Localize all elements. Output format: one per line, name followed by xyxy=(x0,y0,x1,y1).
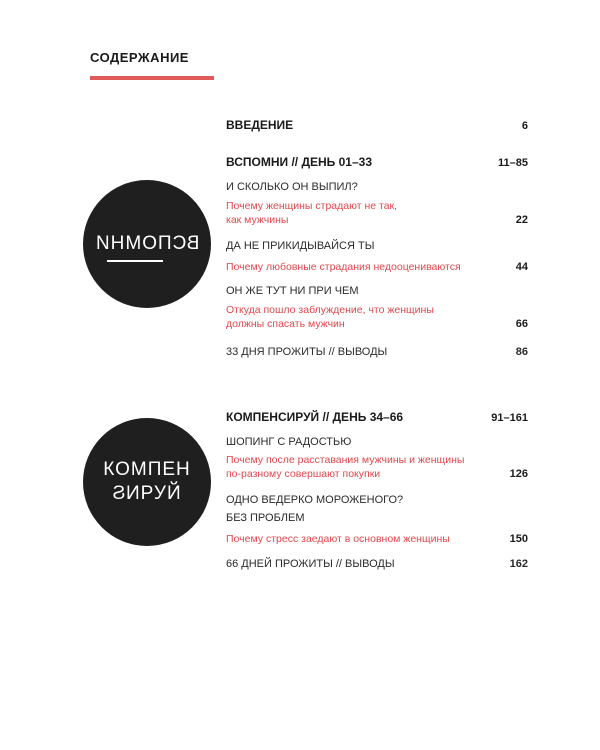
toc-item-title[interactable]: ШОПИНГ С РАДОСТЬЮ xyxy=(226,436,352,448)
toc-section2-summary[interactable] xyxy=(226,558,528,570)
toc-item-subtitle[interactable] xyxy=(226,453,528,481)
section2-summary-page: 162 xyxy=(509,558,528,570)
section2-summary-label: 66 ДНЕЙ ПРОЖИТЫ // ВЫВОДЫ xyxy=(226,558,395,570)
toc-item-page: 44 xyxy=(515,261,528,273)
section2-page-range: 91–161 xyxy=(491,412,528,424)
toc-item-subtitle-line: Почему любовные страдания недооцениваются xyxy=(226,261,461,273)
toc-section1-summary[interactable] xyxy=(226,346,528,358)
toc-item-page: 22 xyxy=(515,214,528,226)
toc-item-title[interactable] xyxy=(226,494,528,524)
toc-item-page: 150 xyxy=(509,533,528,545)
toc-item-page: 66 xyxy=(515,318,528,330)
toc-intro-page: 6 xyxy=(521,120,528,132)
section2-circle-badge xyxy=(83,418,211,546)
toc-item-subtitle[interactable] xyxy=(226,303,528,331)
section1-circle-underline xyxy=(107,260,163,262)
toc-item-subtitle[interactable] xyxy=(226,199,528,227)
toc-section1-heading[interactable] xyxy=(226,155,528,169)
section1-heading-label: ВСПОМНИ // ДЕНЬ 01–33 xyxy=(226,155,373,169)
section2-circle-text xyxy=(103,458,191,506)
toc-item-title-line: БЕЗ ПРОБЛЕМ xyxy=(226,512,305,524)
toc-item-title[interactable]: ДА НЕ ПРИКИДЫВАЙСЯ ТЫ xyxy=(226,240,375,252)
section1-summary-label: 33 ДНЯ ПРОЖИТЫ // ВЫВОДЫ xyxy=(226,346,388,358)
toc-item-subtitle-line: Почему после расставания мужчины и женщины xyxy=(226,454,465,466)
toc-item-subtitle-line: по-разному совершают покупки xyxy=(226,468,381,480)
section1-summary-page: 86 xyxy=(515,346,528,358)
section1-page-range: 11–85 xyxy=(498,157,528,169)
toc-section2-heading[interactable] xyxy=(226,410,528,424)
toc-item-page: 126 xyxy=(509,468,528,480)
section2-circle-line1: КОМПЕН xyxy=(103,459,191,481)
toc-item-subtitle-line: Почему стресс заедают в основном женщины xyxy=(226,533,450,545)
toc-item-subtitle[interactable] xyxy=(226,260,528,274)
toc-item-title-line: ОДНО ВЕДЕРКО МОРОЖЕНОГО? xyxy=(226,494,404,506)
toc-intro-label: ВВЕДЕНИЕ xyxy=(226,118,294,132)
toc-intro[interactable] xyxy=(226,118,528,132)
toc-item-subtitle-line: Почему женщины страдают не так, xyxy=(226,200,398,212)
toc-item-title[interactable]: ОН ЖЕ ТУТ НИ ПРИ ЧЕМ xyxy=(226,285,359,297)
page-title: СОДЕРЖАНИЕ xyxy=(90,50,189,65)
section1-circle-badge xyxy=(83,180,211,308)
toc-item-subtitle-line: должны спасать мужчин xyxy=(226,318,345,330)
toc-item-title[interactable]: И СКОЛЬКО ОН ВЫПИЛ? xyxy=(226,181,358,193)
toc-item-subtitle-line: как мужчины xyxy=(226,214,289,226)
section2-circle-line2: ϨИРУЙ xyxy=(112,483,182,504)
toc-item-subtitle[interactable] xyxy=(226,532,528,546)
section1-circle-label: ВСПОМНИ xyxy=(94,233,200,255)
toc-item-subtitle-line: Откуда пошло заблуждение, что женщины xyxy=(226,304,434,316)
section2-heading-label: КОМПЕНСИРУЙ // ДЕНЬ 34–66 xyxy=(226,410,404,424)
title-underline xyxy=(90,76,214,80)
